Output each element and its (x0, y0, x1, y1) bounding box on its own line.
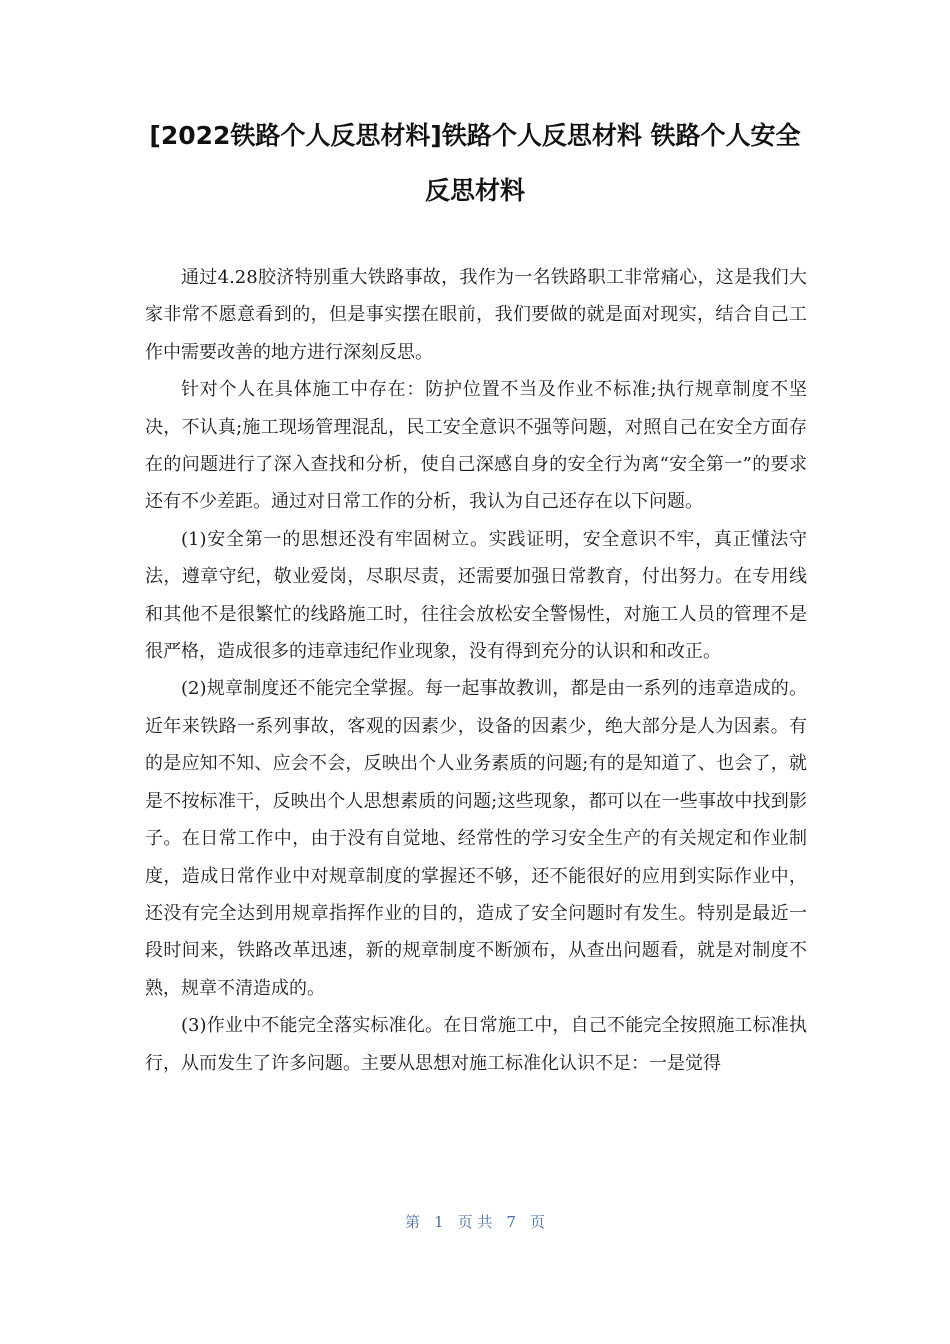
paragraph-3: (1)安全第一的思想还没有牢固树立。实践证明，安全意识不牢，真正懂法守法，遵章守纪，敬业爱岗，尽职尽责，还需要加强日常教育，付出努力。在专用线和其他不是很繁忙的线路施工时，往往会放松安全警惕性，对施工人员的管理不是很严格，造成很多的违章违纪作业现象，没有得到充分的认识和和改正。 (145, 528, 807, 663)
paragraph-2: 针对个人在具体施工中存在：防护位置不当及作业不标准;执行规章制度不坚决，不认真;施工现场管理混乱，民工安全意识不强等问题，对照自己在安全方面存在的问题进行了深入查找和分析，使自己深感自身的安全行为离“安全第一”的要求还有不少差距。通过对日常工作的分析，我认为自己还存在以下问题。 (145, 379, 807, 513)
footer-middle: 页 共 (457, 1213, 493, 1231)
footer-prefix: 第 (405, 1213, 421, 1231)
paragraph-5: (3)作业中不能完全落实标准化。在日常施工中，自己不能完全按照施工标准执行，从而发生了许多问题。主要从思想对施工标准化认识不足：一是觉得 (145, 1015, 807, 1074)
footer-suffix: 页 (529, 1213, 545, 1231)
footer-total-pages: 7 (506, 1213, 516, 1231)
paragraph-1: 通过4.28胶济特别重大铁路事故，我作为一名铁路职工非常痛心，这是我们大家非常不愿意看到的，但是事实摆在眼前，我们要做的就是面对现实，结合自己工作中需要改善的地方进行深刻反思。 (145, 267, 807, 363)
paragraph-4: (2)规章制度还不能完全掌握。每一起事故教训，都是由一系列的违章造成的。近年来铁路一系列事故，客观的因素少，设备的因素少，绝大部分是人为因素。有的是应知不知、应会不会，反映出个人业务素质的问题;有的是知道了、也会了，就是不按标准干，反映出个人思想素质的问题;这些现象，都可以在一些事故中找到影子。在日常工作中，由于没有自觉地、经常性的学习安全生产的有关规定和作业制度，造成日常作业中对规章制度的掌握还不够，还不能很好的应用到实际作业中，还没有完全达到用规章指挥作业的目的，造成了安全问题时有发生。特别是最近一段时间来，铁路改革迅速，新的规章制度不断颁布，从查出问题看，就是对制度不熟，规章不清造成的。 (145, 678, 807, 999)
document-body (145, 259, 807, 1082)
footer-current-page: 1 (434, 1213, 444, 1231)
page-footer (0, 1211, 950, 1233)
document-title: [2022铁路个人反思材料]铁路个人反思材料 铁路个人安全反思材料 (149, 121, 801, 205)
